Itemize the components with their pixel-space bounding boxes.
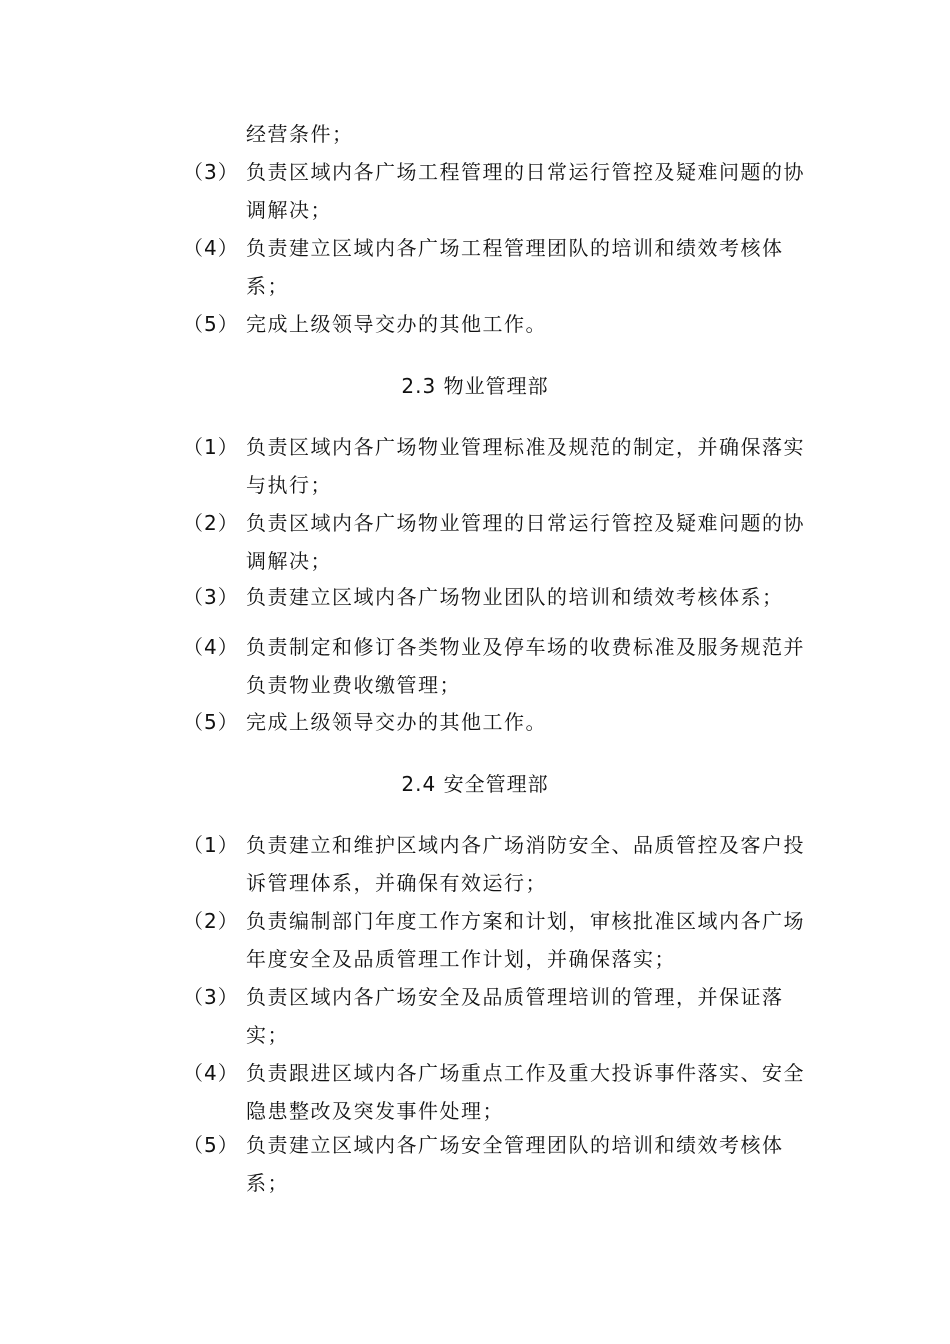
item-text: 负责建立和维护区域内各广场消防安全、品质管控及客户投诉管理体系，并确保有效运行； [246, 833, 805, 895]
item-text: 负责区域内各广场工程管理的日常运行管控及疑难问题的协调解决； [246, 160, 805, 222]
item-number: （5） [183, 1133, 239, 1157]
item-text: 负责制定和修订各类物业及停车场的收费标准及服务规范并负责物业费收缴管理； [246, 635, 805, 697]
item-text: 负责跟进区域内各广场重点工作及重大投诉事件落实、安全隐患整改及突发事件处理； [246, 1061, 805, 1123]
item-number: （4） [183, 1061, 239, 1085]
item-number: （3） [183, 160, 239, 184]
item-text: 负责区域内各广场物业管理的日常运行管控及疑难问题的协调解决； [246, 511, 805, 573]
item-number: （3） [183, 985, 239, 1009]
continuation-line: 经营条件； [246, 122, 354, 146]
item-text: 完成上级领导交办的其他工作。 [246, 312, 547, 336]
item-number: （1） [183, 833, 239, 857]
section-heading: 2.4 安全管理部 [401, 772, 549, 796]
item-text: 负责建立区域内各广场物业团队的培训和绩效考核体系； [246, 585, 784, 609]
item-number: （1） [183, 435, 239, 459]
item-number: （3） [183, 585, 239, 609]
item-text: 负责建立区域内各广场安全管理团队的培训和绩效考核体系； [246, 1133, 784, 1195]
item-text: 负责区域内各广场物业管理标准及规范的制定，并确保落实与执行； [246, 435, 805, 497]
item-number: （5） [183, 312, 239, 336]
item-number: （5） [183, 710, 239, 734]
item-text: 负责建立区域内各广场工程管理团队的培训和绩效考核体系； [246, 236, 784, 298]
item-number: （2） [183, 909, 239, 933]
section-heading: 2.3 物业管理部 [401, 374, 549, 398]
item-number: （4） [183, 635, 239, 659]
item-number: （2） [183, 511, 239, 535]
item-text: 完成上级领导交办的其他工作。 [246, 710, 547, 734]
item-number: （4） [183, 236, 239, 260]
item-text: 负责编制部门年度工作方案和计划，审核批准区域内各广场年度安全及品质管理工作计划，并确保落实； [246, 909, 805, 971]
item-text: 负责区域内各广场安全及品质管理培训的管理，并保证落实； [246, 985, 784, 1047]
